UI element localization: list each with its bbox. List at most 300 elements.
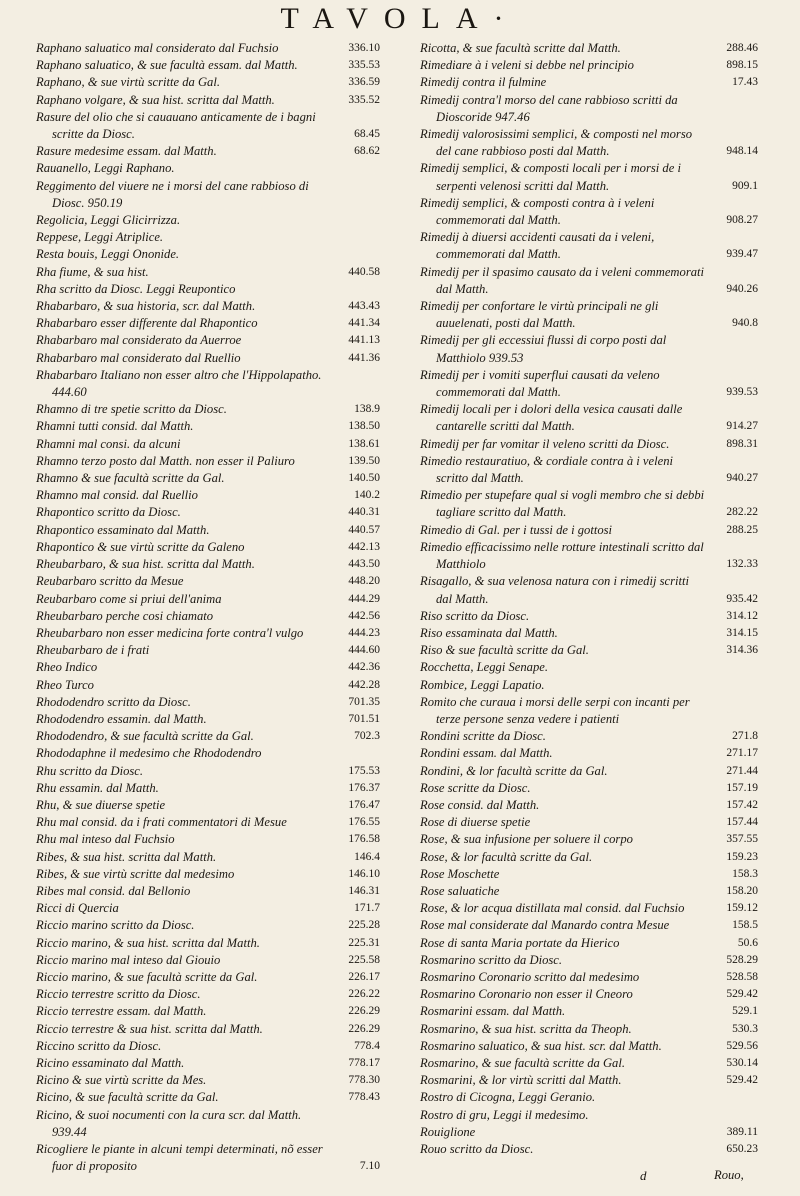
entry-page-ref: 909.1 xyxy=(732,179,758,192)
index-entry xyxy=(420,814,758,831)
index-entry xyxy=(36,436,380,453)
index-entry xyxy=(36,367,380,401)
entry-page-ref: 288.46 xyxy=(726,42,758,54)
index-entry xyxy=(420,1038,758,1055)
index-entry xyxy=(420,522,758,539)
entry-label: Ricogliere le piante in alcuni tempi determinati, nõ esser fuor di proposito xyxy=(36,1142,323,1174)
entry-page-ref: 940.26 xyxy=(726,282,758,295)
entry-label: Riccio marino, & sue facultà scritte da Gal. xyxy=(36,969,258,984)
entry-page-ref: 140.2 xyxy=(354,489,380,502)
entry-page-ref: 159.23 xyxy=(726,850,758,863)
index-entry xyxy=(36,1141,380,1175)
entry-label: Rheubarbaro de i frati xyxy=(36,643,150,658)
index-entry xyxy=(36,917,380,934)
index-entry xyxy=(420,1003,758,1020)
entry-page-ref: 159.12 xyxy=(726,902,758,915)
index-entry xyxy=(420,694,758,728)
entry-label: Rosmarino Coronario scritto dal medesimo xyxy=(420,969,640,984)
index-entry xyxy=(36,814,380,831)
entry-page-ref: 357.55 xyxy=(726,833,758,846)
index-entry xyxy=(36,40,380,57)
entry-label: Rhododendro essamin. dal Matth. xyxy=(36,711,207,726)
index-entry xyxy=(420,126,758,160)
index-entry xyxy=(420,539,758,573)
entry-page-ref: 650.23 xyxy=(726,1143,758,1155)
entry-label: Rose scritte da Diosc. xyxy=(420,780,531,795)
index-entry xyxy=(420,487,758,521)
entry-label: Ricino essaminato dal Matth. xyxy=(36,1055,185,1070)
entry-page-ref: 441.34 xyxy=(348,317,380,330)
entry-label: Rombice, Leggi Lapatio. xyxy=(420,677,545,692)
index-entry xyxy=(36,298,380,315)
entry-page-ref: 157.42 xyxy=(726,798,758,811)
index-entry xyxy=(420,642,758,659)
index-entry xyxy=(36,522,380,539)
index-entry xyxy=(420,1072,758,1089)
entry-label: Rhamno di tre spetie scritto da Diosc. xyxy=(36,402,227,417)
entry-label: Rocchetta, Leggi Senape. xyxy=(420,660,548,675)
entry-label: Rheo Indico xyxy=(36,660,98,675)
entry-label: Rose di diuerse spetie xyxy=(420,815,531,830)
entry-page-ref: 778.30 xyxy=(348,1074,380,1087)
entry-page-ref: 898.31 xyxy=(726,437,758,450)
entry-page-ref: 146.4 xyxy=(354,850,380,863)
index-entry xyxy=(36,797,380,814)
entry-page-ref: 898.15 xyxy=(726,59,758,72)
entry-page-ref: 939.53 xyxy=(726,386,758,399)
entry-label: Rimedij per il spasimo causato da i veleni commemorati dal Matth. xyxy=(420,264,705,296)
entry-page-ref: 157.19 xyxy=(726,781,758,794)
index-entry xyxy=(36,1107,380,1141)
index-entry xyxy=(420,866,758,883)
index-entry xyxy=(420,298,758,332)
index-entry xyxy=(420,831,758,848)
entry-page-ref: 530.14 xyxy=(726,1056,758,1069)
entry-label: Rhamno terzo posto dal Matth. non esser il Paliuro xyxy=(36,453,295,468)
index-entry xyxy=(36,401,380,418)
index-entry xyxy=(36,866,380,883)
entry-label: Rimedij per far vomitar il veleno scritti da Diosc. xyxy=(420,436,670,451)
entry-label: Rasure medesime essam. dal Matth. xyxy=(36,144,217,159)
entry-page-ref: 288.25 xyxy=(726,523,758,536)
index-entry xyxy=(420,573,758,607)
index-entry xyxy=(36,642,380,659)
catchword: Rouo, xyxy=(714,1168,744,1182)
entry-label: Rimedio restauratiuo, & cordiale contra à i veleni scritto dal Matth. xyxy=(420,453,673,486)
entry-page-ref: 529.56 xyxy=(726,1039,758,1052)
entry-page-ref: 442.56 xyxy=(348,609,380,622)
entry-page-ref: 440.57 xyxy=(348,523,380,536)
entry-label: Rosmarini, & lor virtù scritti dal Matth. xyxy=(420,1073,622,1088)
entry-page-ref: 158.3 xyxy=(732,867,758,880)
entry-page-ref: 939.47 xyxy=(726,248,758,261)
index-entry xyxy=(420,608,758,625)
entry-label: Ricino, & suoi nocumenti con la cura scr. dal Matth. 939.44 xyxy=(36,1107,302,1139)
index-entry xyxy=(36,952,380,969)
entry-page-ref: 146.10 xyxy=(348,867,380,880)
entry-page-ref: 226.22 xyxy=(348,988,380,1001)
entry-label: Rondini scritte da Diosc. xyxy=(420,729,546,744)
entry-label: Rha scritto da Diosc. Leggi Reupontico xyxy=(36,281,236,296)
entry-label: Rhododendro, & sue facultà scritte da Gal. xyxy=(36,729,254,744)
entry-label: Riccio terrestre scritto da Diosc. xyxy=(36,987,201,1002)
entry-label: Rheo Turco xyxy=(36,677,94,692)
entry-page-ref: 158.5 xyxy=(732,919,758,932)
entry-page-ref: 226.29 xyxy=(348,1022,380,1035)
entry-label: Rimedij per i vomiti superflui causati da veleno commemorati dal Matth. xyxy=(420,367,660,400)
entry-page-ref: 7.10 xyxy=(359,1160,380,1173)
entry-label: Raphano saluatico mal considerato dal Fuchsio xyxy=(36,41,279,55)
entry-page-ref: 146.31 xyxy=(348,884,380,897)
entry-label: Reubarbaro scritto da Mesue xyxy=(36,574,184,589)
entry-label: Riso scritto da Diosc. xyxy=(420,608,530,623)
index-entry xyxy=(36,487,380,504)
index-entry xyxy=(36,900,380,917)
index-entry xyxy=(420,935,758,952)
entry-page-ref: 940.8 xyxy=(732,317,758,330)
entry-label: Regolicia, Leggi Glicirrizza. xyxy=(36,213,181,228)
entry-label: Rimedij à diuersi accidenti causati da i veleni, commemorati dal Matth. xyxy=(420,230,655,262)
entry-page-ref: 226.17 xyxy=(348,970,380,983)
index-entry xyxy=(420,74,758,91)
entry-label: Rose saluatiche xyxy=(420,883,500,898)
entry-label: Rheubarbaro perche cosi chiamato xyxy=(36,608,214,623)
index-entry xyxy=(36,281,380,298)
entry-page-ref: 271.8 xyxy=(732,730,758,743)
index-entry xyxy=(420,849,758,866)
entry-page-ref: 138.9 xyxy=(354,403,380,416)
page-title: TAVOLA· xyxy=(280,2,520,35)
index-entry xyxy=(36,969,380,986)
index-entry xyxy=(36,1072,380,1089)
entry-page-ref: 440.58 xyxy=(348,265,380,278)
entry-page-ref: 389.11 xyxy=(726,1125,758,1138)
entry-page-ref: 138.50 xyxy=(348,420,380,433)
index-entry xyxy=(36,57,380,74)
entry-page-ref: 176.37 xyxy=(348,781,380,794)
index-entry xyxy=(36,1003,380,1020)
index-entry xyxy=(36,229,380,246)
entry-label: Rhabarbaro mal considerato dal Ruellio xyxy=(36,350,241,365)
index-entry xyxy=(420,900,758,917)
entry-label: Rha fiume, & sua hist. xyxy=(36,264,149,279)
entry-label: Rose, & lor facultà scritte da Gal. xyxy=(420,849,593,864)
entry-label: Raphano saluatico, & sue facultà essam. dal Matth. xyxy=(36,58,298,73)
entry-page-ref: 139.50 xyxy=(348,454,380,467)
index-entry xyxy=(420,1107,758,1124)
index-entry xyxy=(36,332,380,349)
index-entry xyxy=(36,109,380,143)
index-entry xyxy=(420,1055,758,1072)
entry-page-ref: 226.29 xyxy=(348,1005,380,1018)
index-entry xyxy=(420,57,758,74)
entry-label: Ricci di Quercia xyxy=(36,901,119,916)
entry-page-ref: 157.44 xyxy=(726,816,758,829)
entry-page-ref: 176.58 xyxy=(348,833,380,846)
index-entry xyxy=(420,453,758,487)
entry-page-ref: 442.13 xyxy=(348,540,380,553)
entry-page-ref: 528.58 xyxy=(726,970,758,983)
entry-label: Rose Moschette xyxy=(420,866,500,881)
index-entry xyxy=(420,367,758,401)
entry-label: Ribes, & sue virtù scritte dal medesimo xyxy=(36,866,235,881)
entry-page-ref: 271.17 xyxy=(726,747,758,760)
entry-label: Rimedij semplici, & composti contra à i veleni commemorati dal Matth. xyxy=(420,195,655,228)
index-entry xyxy=(420,332,758,366)
entry-page-ref: 778.4 xyxy=(354,1039,380,1052)
entry-page-ref: 529.42 xyxy=(726,988,758,1001)
entry-page-ref: 225.31 xyxy=(348,936,380,949)
entry-label: Riccio marino, & sua hist. scritta dal Matth. xyxy=(36,935,260,950)
entry-page-ref: 225.58 xyxy=(348,953,380,966)
entry-page-ref: 336.10 xyxy=(348,42,380,54)
entry-page-ref: 935.42 xyxy=(726,592,758,605)
entry-label: Rhododendro scritto da Diosc. xyxy=(36,694,191,709)
entry-label: Rhu scritto da Diosc. xyxy=(36,763,144,778)
index-entry xyxy=(36,591,380,608)
entry-page-ref: 444.60 xyxy=(348,644,380,657)
index-entry xyxy=(420,659,758,676)
index-entry xyxy=(420,728,758,745)
entry-page-ref: 441.36 xyxy=(348,351,380,364)
entry-label: Reubarbaro come si priui dell'anima xyxy=(36,591,222,606)
entry-label: Ricino & sue virtù scritte da Mes. xyxy=(36,1073,207,1088)
entry-label: Rose consid. dal Matth. xyxy=(420,797,540,812)
entry-page-ref: 335.53 xyxy=(348,59,380,72)
index-entry xyxy=(420,1021,758,1038)
index-entry xyxy=(36,608,380,625)
entry-label: Rhabarbaro, & sua historia, scr. dal Matth. xyxy=(36,299,256,314)
index-entry xyxy=(36,849,380,866)
entry-page-ref: 158.20 xyxy=(726,884,758,897)
entry-label: Riccio marino scritto da Diosc. xyxy=(36,918,195,933)
entry-label: Rimedij per gli eccessiui flussi di corpo posti dal Matthiolo 939.53 xyxy=(420,333,667,365)
index-entry xyxy=(420,40,758,57)
entry-label: Rimedij semplici, & composti locali per i morsi de i serpenti velenosi scritti dal Matth. xyxy=(420,161,681,193)
entry-label: Rosmarini essam. dal Matth. xyxy=(420,1004,566,1019)
entry-page-ref: 443.50 xyxy=(348,558,380,571)
entry-page-ref: 908.27 xyxy=(726,214,758,227)
index-entry xyxy=(36,1021,380,1038)
entry-page-ref: 914.27 xyxy=(726,420,758,433)
entry-label: Rheubarbaro, & sua hist. scritta dal Matth. xyxy=(36,557,255,572)
entry-page-ref: 140.50 xyxy=(348,472,380,485)
entry-label: Rhabarbaro esser differente dal Rhapontico xyxy=(36,316,258,331)
entry-page-ref: 68.45 xyxy=(354,128,380,141)
index-entry xyxy=(36,780,380,797)
index-entry xyxy=(36,160,380,177)
entry-page-ref: 314.15 xyxy=(726,626,758,639)
index-entry xyxy=(420,1141,758,1158)
index-entry xyxy=(36,539,380,556)
index-entry xyxy=(420,969,758,986)
index-entry xyxy=(36,453,380,470)
entry-label: Rimedij contra il fulmine xyxy=(420,75,547,90)
entry-page-ref: 440.31 xyxy=(348,506,380,519)
entry-label: Ribes mal consid. dal Bellonio xyxy=(36,883,191,898)
index-entry xyxy=(420,883,758,900)
index-entry xyxy=(36,143,380,160)
right-column xyxy=(420,40,758,1158)
index-entry xyxy=(36,986,380,1003)
entry-page-ref: 176.55 xyxy=(348,816,380,829)
entry-page-ref: 314.36 xyxy=(726,644,758,657)
entry-label: Rhabarbaro Italiano non esser altro che l'Hippolapatho. 444.60 xyxy=(36,367,322,400)
entry-label: Rouiglione xyxy=(420,1124,476,1139)
index-entry xyxy=(36,246,380,263)
index-entry xyxy=(420,745,758,762)
entry-label: Rimedio efficacissimo nelle rotture intestinali scritto dal Matthiolo xyxy=(420,539,704,572)
signature-mark: d xyxy=(640,1168,647,1183)
entry-label: Rhapontico scritto da Diosc. xyxy=(36,505,181,520)
entry-label: Rauanello, Leggi Raphano. xyxy=(36,161,175,176)
entry-page-ref: 778.17 xyxy=(348,1056,380,1069)
index-entry xyxy=(420,264,758,298)
index-entry xyxy=(36,315,380,332)
entry-page-ref: 529.1 xyxy=(732,1005,758,1018)
index-entry xyxy=(420,160,758,194)
entry-label: Ricotta, & sue facultà scritte dal Matth. xyxy=(420,41,621,55)
index-entry xyxy=(420,1124,758,1141)
index-entry xyxy=(36,504,380,521)
index-entry xyxy=(36,74,380,91)
entry-label: Rostro di gru, Leggi il medesimo. xyxy=(420,1107,589,1122)
entry-label: Rhu, & sue diuerse spetie xyxy=(36,797,166,812)
entry-label: Rosmarino scritto da Diosc. xyxy=(420,952,563,967)
index-entry xyxy=(36,418,380,435)
index-entry xyxy=(420,780,758,797)
index-entry xyxy=(36,763,380,780)
index-entry xyxy=(36,212,380,229)
index-entry xyxy=(36,711,380,728)
entry-label: Rosmarino, & sua hist. scritta da Theoph. xyxy=(420,1021,632,1036)
entry-page-ref: 940.27 xyxy=(726,472,758,485)
index-entry xyxy=(36,264,380,281)
entry-label: Rimedij valorosissimi semplici, & composti nel morso del cane rabbioso posti dal Matth. xyxy=(420,127,693,159)
index-entry xyxy=(36,1038,380,1055)
entry-page-ref: 701.35 xyxy=(348,695,380,708)
index-entry xyxy=(420,195,758,229)
entry-page-ref: 336.59 xyxy=(348,76,380,89)
entry-page-ref: 271.44 xyxy=(726,764,758,777)
entry-page-ref: 442.36 xyxy=(348,661,380,674)
index-entry xyxy=(36,831,380,848)
index-entry xyxy=(36,883,380,900)
entry-page-ref: 443.43 xyxy=(348,300,380,313)
entry-label: Riccio terrestre & sua hist. scritta dal Matth. xyxy=(36,1021,263,1036)
entry-label: Rosmarino saluatico, & sua hist. scr. dal Matth. xyxy=(420,1038,662,1053)
entry-page-ref: 176.47 xyxy=(348,798,380,811)
entry-label: Rhu mal inteso dal Fuchsio xyxy=(36,832,175,847)
index-entry xyxy=(420,677,758,694)
index-entry xyxy=(36,178,380,212)
entry-label: Rose, & sua infusione per soluere il corpo xyxy=(420,832,633,847)
index-entry xyxy=(36,350,380,367)
entry-label: Rheubarbaro non esser medicina forte contra'l vulgo xyxy=(36,625,304,640)
index-entry xyxy=(36,659,380,676)
entry-page-ref: 68.62 xyxy=(354,145,380,158)
entry-label: Raphano volgare, & sua hist. scritta dal Matth. xyxy=(36,92,275,107)
entry-page-ref: 444.23 xyxy=(348,626,380,639)
entry-label: Rose, & lor acqua distillata mal consid. dal Fuchsio xyxy=(420,901,685,916)
entry-label: Romito che curaua i morsi delle serpi con incanti per terze persone senza vedere i patienti xyxy=(420,694,690,726)
entry-label: Rimedio per stupefare qual si vogli membro che si debbi tagliare scritto dal Matth. xyxy=(420,488,705,520)
entry-label: Rose di santa Maria portate da Hierico xyxy=(420,935,620,950)
entry-page-ref: 442.28 xyxy=(348,678,380,691)
entry-label: Rhamno mal consid. dal Ruellio xyxy=(36,488,198,503)
entry-label: Rimedij contra'l morso del cane rabbioso scritti da Dioscoride 947.46 xyxy=(420,92,678,124)
index-entry xyxy=(420,92,758,126)
entry-label: Riccino scritto da Diosc. xyxy=(36,1038,162,1053)
entry-label: Rimediare à i veleni si debbe nel principio xyxy=(420,58,634,73)
entry-label: Rosmarino, & sue facultà scritte da Gal. xyxy=(420,1055,625,1070)
entry-label: Risagallo, & sua velenosa natura con i rimedij scritti dal Matth. xyxy=(420,574,690,606)
entry-label: Rouo scritto da Diosc. xyxy=(420,1142,534,1156)
entry-label: Riso & sue facultà scritte da Gal. xyxy=(420,643,589,658)
entry-page-ref: 171.7 xyxy=(354,902,380,915)
index-entry xyxy=(420,917,758,934)
entry-label: Rhabarbaro mal considerato da Auerroe xyxy=(36,333,242,348)
index-entry xyxy=(36,556,380,573)
index-entry xyxy=(36,625,380,642)
entry-label: Reppese, Leggi Atriplice. xyxy=(36,230,164,245)
entry-page-ref: 701.51 xyxy=(348,712,380,725)
entry-page-ref: 448.20 xyxy=(348,575,380,588)
index-entry xyxy=(420,797,758,814)
index-entry xyxy=(420,952,758,969)
index-entry xyxy=(420,401,758,435)
entry-label: Rimedio di Gal. per i tussi de i gottosi xyxy=(420,522,613,537)
entry-label: Rose mal considerate dal Manardo contra Mesue xyxy=(420,918,670,933)
entry-page-ref: 530.3 xyxy=(732,1022,758,1035)
index-entry xyxy=(36,470,380,487)
entry-label: Rondini, & lor facultà scritte da Gal. xyxy=(420,763,608,778)
index-entry xyxy=(36,728,380,745)
entry-label: Rimedij locali per i dolori della vesica causati dalle cantarelle scritti dal Matth. xyxy=(420,402,683,434)
index-entry xyxy=(36,694,380,711)
entry-label: Rosmarino Coronario non esser il Cneoro xyxy=(420,987,633,1002)
entry-page-ref: 282.22 xyxy=(726,506,758,519)
entry-page-ref: 138.61 xyxy=(348,437,380,450)
entry-label: Rhododaphne il medesimo che Rhododendro xyxy=(36,746,262,761)
entry-label: Raphano, & sue virtù scritte da Gal. xyxy=(36,75,220,90)
entry-page-ref: 314.12 xyxy=(726,609,758,622)
index-entry xyxy=(420,436,758,453)
index-entry xyxy=(36,92,380,109)
entry-page-ref: 132.33 xyxy=(726,558,758,571)
entry-page-ref: 175.53 xyxy=(348,764,380,777)
entry-page-ref: 528.29 xyxy=(726,953,758,966)
index-entry xyxy=(420,763,758,780)
entry-label: Reggimento del viuere ne i morsi del cane rabbioso di Diosc. 950.19 xyxy=(36,178,309,210)
entry-page-ref: 335.52 xyxy=(348,93,380,106)
entry-label: Rhu essamin. dal Matth. xyxy=(36,780,159,795)
index-entry xyxy=(36,1055,380,1072)
entry-label: Rondini essam. dal Matth. xyxy=(420,746,553,761)
entry-page-ref: 225.28 xyxy=(348,919,380,932)
index-entry xyxy=(36,745,380,762)
entry-page-ref: 778.43 xyxy=(348,1091,380,1104)
entry-label: Ribes, & sua hist. scritta dal Matth. xyxy=(36,849,217,864)
entry-label: Ricino, & sue facultà scritte da Gal. xyxy=(36,1090,219,1105)
entry-label: Rhapontico essaminato dal Matth. xyxy=(36,522,210,537)
left-column xyxy=(36,40,380,1175)
entry-page-ref: 529.42 xyxy=(726,1074,758,1087)
entry-label: Rhapontico & sue virtù scritte da Galeno xyxy=(36,539,245,554)
index-entry xyxy=(36,677,380,694)
entry-page-ref: 50.6 xyxy=(737,936,758,949)
entry-label: Rhamno & sue facultà scritte da Gal. xyxy=(36,471,225,486)
